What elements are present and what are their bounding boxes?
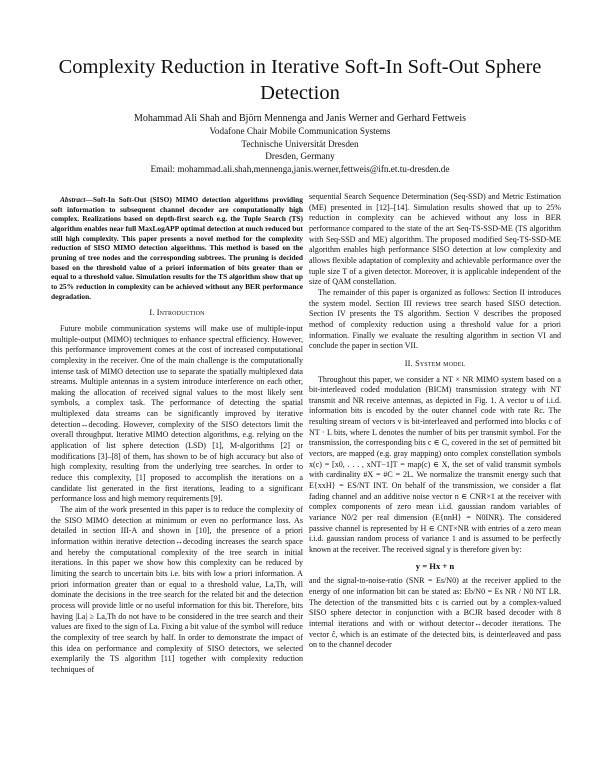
author-block [40,112,560,175]
intro-paragraph-2: The aim of the work presented in this paper is to reduce the complexity of the SISO MIMO detection at minimum or even no performance loss. As detailed in section III-A and shown in [10], the presence of a priori information within iterative detection↔decoding increases the search space and hereby the computational complexity of the tree search in initial iterations. In this paper we show how this complexity can be reduced by limiting the search to uncertain bits i.e. bits with low a priori information. A priori information greater than or equal to a threshold value, La,Th, will dominate the decisions in the tree search for the related bit and the detection process will provide little or no useful information for this bit. Therefore, bits having |La| ≥ La,Th do not have to be considered in the tree search and their values are fixed to the sign of La. Fixing a bit value of the symbol will reduce the complexity of tree search by half. In order to demonstrate the impact of this idea on performance and complexity of SISO detectors, we selected exemplarily the TS algorithm [11] together with complexity reduction techniques of [51,505,303,674]
affiliation-chair: Vodafone Chair Mobile Communication Systems [209,126,391,136]
abstract-label: Abstract [60,195,86,204]
intro-paragraph-1: Future mobile communication systems will make use of multiple-input multiple-output (MIMO) techniques to enhance spectral efficiency. However, this performance improvement comes at the cost of increased computational complexity in the receiver. One of the main challenge is the computationally intense task of MIMO detection use to separate the spatially multiplexed data streams. Multiple antennas in a system introduce interference on each other, making the allocation of received signal values to the most likely sent symbols, a complex task. The performance of detecting the spatial multiplexed data streams can be significantly improved by iterative detection↔decoding. However, complexity of the SISO detectors limit the overall throughput. Iterative MIMO detection algorithms, e.g. relying on the application of list sphere detection (LSD) [1], M-algorithms [2] or modifications [3]–[8] of them, has shown to be of high accuracy but also of high complexity, resulting from the underlying tree searches. In order to reduce this complexity, [1] proposed to accomplish the iterations on a candidate list generated in the first iterations, leading to a significant performance loss and high memory requirements [9]. [51,323,303,504]
section-title: System model [415,358,466,368]
equation-received-signal: y = Hx + n [415,560,455,571]
section-number: I. [149,308,155,318]
intro-paragraph-3: sequential Search Sequence Determination (Seq-SSD) and Metric Estimation (ME) presented in [12]–[14]. Simulation results showed that up to 25% reduction in complexity can be achieved without any loss in BER performance compared to the state of the art Seq-TS-SSD-ME (TS algorithm with Seq-SSD and ME) algorithm. The proposed modified Seq-TS-SSD-ME algorithm enables high performance SISO detection at low complexity and allows flexible adaptation of complexity and achievable performance over the tuple size T of a given detector. Moreover, it is applicable independent of the size of QAM constellation. [309,192,561,287]
abstract [51,195,303,301]
intro-paragraph-4: The remainder of this paper is organized as follows: Section II introduces the system model. Section III reviews tree search based SISO detection. Section IV presents the TS algorithm. Section V describes the proposed method of complexity reduction using a threshold value for a priori information. Finally we evaluate the resulting algorithm in section VI and conclude the paper in section VII. [309,287,561,351]
affiliation-university: Technische Universität Dresden [241,138,359,149]
affiliation-city: Dresden, Germany [265,151,335,162]
system-paragraph-2: and the signal-to-noise-ratio (SNR = Es/N0) at the receiver applied to the energy of one information bit can be stated as: Eb/N0 = Es NR / N0 NT LR. The detection of the transmitted bits c is carried out by a complex-valued SISO sphere detector in conjunction with a BCJR based decoder with 8 internal iterations and with or without detector↔decoder iterations. The vector ĉ, which is an estimate of the detected bits, is deinterleaved and pass on to the channel decoder [309,576,561,650]
abstract-text: —Soft-In Soft-Out (SISO) MIMO detection algorithms providing soft information to subsequent channel decoder are computationally high complex. Realizations based on depth-first search e.g. the Tuple Search (TS) algorithm enables near full MaxLogAPP optimal detection at much reduced but still high complexity. This paper presents a novel method for the complexity reduction of SISO MIMO detection algorithms. This method is based on the pruning of tree nodes and the corresponding subtrees. The pruning is decided based on the threshold value of a priori information of bits greater than or equal to a threshold value. Simulation results for the TS algorithm show that up to 25% reduction in complexity can be achieved without any BER performance degradation. [51,195,303,301]
section-heading-system-model [309,359,561,370]
system-paragraph-1: Throughout this paper, we consider a NT × NR MIMO system based on a bit-interleaved coded modulation (BICM) transmission strategy with NT transmit and NR receive antennas, as depicted in Fig. 1. A vector u of i.i.d. information bits is encoded by the outer channel code with rate Rc. The resulting stream of vectors v is bit-interleaved and performed into blocks c of NT · L bits, where L denotes the number of bits per transmit symbol. For the transmission, the corresponding bits c ∈ C, covered in the set of permitted bit vectors, are mapped (e.g. gray mapping) onto complex constellation symbols x(c) = [x0, . . . , xNT−1]T = map(c) ∈ X, the set of valid transmit symbols with cardinality #X = #C = 2L. We normalize the transmit energy such that E{xxH} = ES/NT INT. On behalf of the transmission, we consider a flat fading channel and an additive noise vector n ∈ CNR×1 at the receiver with complex components of zero mean i.i.d. gaussian random variables of variance N0/2 per real dimension (E{nnH} = N0INR). The considered passive channel is represented by H ∈ CNT×NR with entries of a zero mean i.i.d. gaussian random process of variance 1 and is assumed to be perfectly known at the receiver. The received signal y is therefore given by: [309,374,561,554]
right-column [309,192,561,651]
author-names: Mohammad Ali Shah and Björn Mennenga and Janis Werner and Gerhard Fettweis [134,113,466,124]
section-heading-introduction [51,308,303,319]
section-number: II. [404,358,413,368]
paper-title: Complexity Reduction in Iterative Soft-In Soft-Out Sphere Detection [58,56,542,104]
left-column [51,195,303,676]
author-email: Email: mohammad.ali.shah,mennenga,janis.werner,fettweis@ifn.et.tu-dresden.de [150,163,450,174]
section-title: Introduction [156,308,205,318]
